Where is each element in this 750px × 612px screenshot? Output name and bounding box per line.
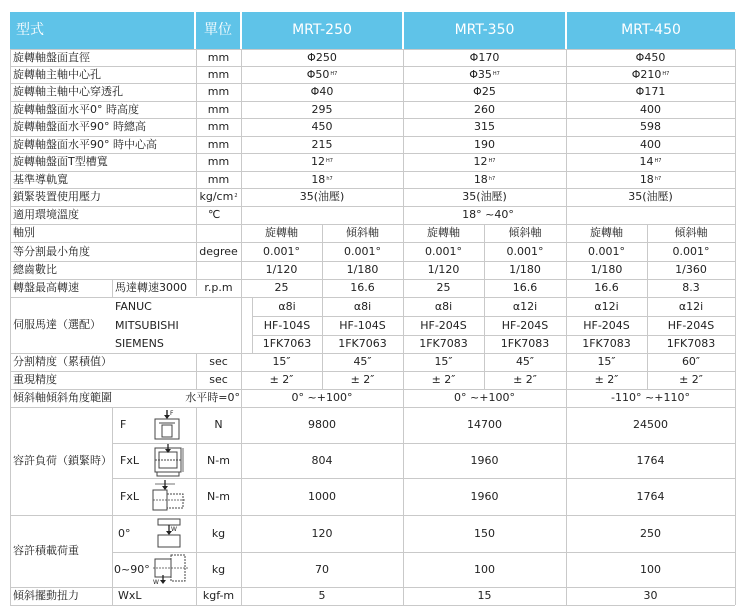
tolerance-sup: H7 — [488, 158, 496, 165]
unit-cell: sec — [209, 355, 228, 369]
value-cell: 0.001° — [263, 244, 300, 258]
value-cell: ± 2″ — [594, 373, 619, 387]
diagram-weight-label: W — [153, 579, 159, 586]
value-cell: 1/120 — [427, 263, 460, 277]
value-cell: 45″ — [515, 355, 535, 369]
value-cell: 120 — [311, 526, 333, 540]
row-label-clamp-pressure: 鎖緊裝置使用壓力 — [13, 190, 101, 204]
servo-cell: α8i — [434, 299, 453, 313]
value-cell: 25 — [274, 281, 289, 295]
unit-cell: N — [214, 418, 223, 432]
value-cell: Φ450 — [635, 50, 666, 64]
value-cell: Φ35 H7 — [469, 67, 500, 81]
value-cell: 0° ~+100° — [291, 391, 353, 405]
unit-cell: kgf-m — [202, 589, 235, 603]
value-cell: ± 2″ — [513, 373, 537, 387]
value-cell: ± 2″ — [350, 373, 375, 387]
load-f-diagram-icon — [147, 409, 187, 441]
unit-cell: mm — [207, 102, 230, 116]
row-label-total-height: 旋轉軸盤面水平90° 時總高 — [13, 120, 146, 134]
value-cell: 18 h7 — [639, 172, 662, 186]
unit-cell: kg — [211, 526, 226, 540]
value-cell: 1/360 — [675, 263, 707, 277]
value-cell: ± 2″ — [679, 373, 703, 387]
value-cell: 315 — [474, 120, 495, 134]
value-cell: 70 — [315, 562, 329, 576]
unit-cell: kg/cm 2 — [199, 190, 238, 204]
row-label-tilt-range: 傾斜軸傾斜角度範圍 — [13, 391, 112, 405]
row-sublabel-motor-speed: 馬達轉速3000 — [115, 281, 187, 295]
value-cell: 150 — [474, 526, 495, 540]
value-cell: 16.6 — [350, 281, 375, 295]
unit-header-cell: 單位 — [196, 12, 240, 49]
servo-brand-fanuc: FANUC — [115, 299, 152, 313]
unit-cell: mm — [207, 67, 230, 81]
value-cell: 12 H7 — [311, 155, 333, 169]
servo-cell: 1FK7083 — [500, 337, 550, 351]
unit-cell: mm — [207, 120, 230, 134]
servo-cell: α12i — [678, 299, 704, 313]
axis-cell: 旋轉軸 — [265, 226, 298, 240]
diagram-weight-label: W — [171, 526, 177, 533]
value-cell: 1764 — [636, 453, 665, 467]
value-cell: 295 — [311, 102, 333, 116]
value-cell: 1960 — [470, 453, 499, 467]
unit-cell: mm — [207, 155, 230, 169]
servo-cell: HF-204S — [667, 318, 715, 332]
servo-cell: α8i — [278, 299, 296, 313]
value-cell: 18 h7 — [311, 172, 333, 186]
unit-cell: mm — [207, 85, 230, 99]
value-cell: 16.6 — [594, 281, 619, 295]
weight-0-diagram-icon — [150, 517, 190, 550]
value-cell: Φ40 — [310, 85, 334, 99]
value-cell: 14700 — [467, 418, 502, 432]
model-header-1: MRT-250 — [242, 12, 402, 49]
value-cell: 15″ — [597, 355, 616, 369]
unit-cell: r.p.m — [204, 281, 233, 295]
row-label-table-diameter: 旋轉軸盤面直徑 — [13, 50, 90, 64]
value-cell: 250 — [640, 526, 661, 540]
value-cell: 14 H7 — [639, 155, 662, 169]
load-item-label: F — [120, 418, 127, 432]
value-cell: 0.001° — [344, 244, 381, 258]
row-label-min-index: 等分割最小角度 — [13, 244, 90, 258]
row-label-spindle-through-hole: 旋轉軸主軸中心穿透孔 — [13, 85, 123, 99]
value-cell: 45″ — [353, 355, 372, 369]
row-label-repeatability: 重現精度 — [13, 373, 57, 387]
load-fxl-vertical-diagram-icon — [149, 444, 189, 477]
value-cell: 9800 — [308, 418, 336, 432]
axis-cell: 傾斜軸 — [346, 226, 379, 240]
tolerance-sup: H7 — [326, 158, 333, 165]
value-cell: 1/120 — [265, 263, 298, 277]
row-label-table-height: 旋轉軸盤面水平0° 時高度 — [13, 102, 139, 116]
value-cell: 260 — [474, 102, 495, 116]
unit-cell: sec — [209, 373, 228, 387]
value-cell: 1/180 — [509, 263, 541, 277]
row-label-allowable-load: 容許負荷（鎖緊時） — [13, 454, 112, 468]
unit-cell: degree — [199, 244, 238, 258]
value-cell: 30 — [643, 589, 658, 603]
value-cell: 1/180 — [590, 263, 623, 277]
unit-cell: mm — [207, 50, 230, 64]
row-label-servo: 伺服馬達（選配） — [13, 318, 101, 332]
value-cell: 1960 — [470, 489, 499, 503]
value-cell: 16.6 — [512, 281, 538, 295]
servo-cell: HF-204S — [501, 318, 549, 332]
axis-cell: 傾斜軸 — [508, 226, 542, 240]
servo-cell: HF-104S — [263, 318, 311, 332]
row-label-spindle-center-hole: 旋轉軸主軸中心孔 — [13, 67, 101, 81]
value-cell: Φ50 H7 — [306, 67, 338, 81]
tolerance-sup: H7 — [492, 70, 500, 77]
row-label-t-slot: 旋轉軸盤面T型槽寬 — [13, 155, 108, 169]
value-cell: 1764 — [636, 489, 665, 503]
value-cell: 0° ~+100° — [454, 391, 515, 405]
value-cell: 18 h7 — [473, 172, 496, 186]
value-cell: 190 — [474, 137, 495, 151]
servo-cell: α8i — [353, 299, 372, 313]
axis-cell: 傾斜軸 — [674, 226, 708, 240]
value-cell: Φ250 — [307, 50, 337, 64]
tolerance-sup: H7 — [662, 70, 670, 77]
row-label-allowable-weight: 容許積載荷重 — [13, 544, 79, 558]
row-label-tilt-torque: 傾斜擺動扭力 — [13, 589, 79, 603]
load-fxl-horizontal-diagram-icon — [149, 480, 189, 513]
value-cell: 25 — [436, 281, 451, 295]
row-label-indexing-accuracy: 分割精度（累積值） — [13, 355, 112, 369]
value-cell: 100 — [640, 562, 661, 576]
model-header-2: MRT-350 — [404, 12, 565, 49]
weight-item-label: 0~90° — [114, 562, 150, 576]
value-cell: 15″ — [434, 355, 453, 369]
servo-cell: 1FK7083 — [582, 337, 631, 351]
tolerance-sup: h7 — [488, 175, 496, 182]
value-cell: ± 2″ — [431, 373, 456, 387]
servo-cell: 1FK7083 — [419, 337, 468, 351]
value-cell: -110° ~+110° — [611, 391, 690, 405]
servo-cell: HF-204S — [583, 318, 630, 332]
value-cell: 15 — [477, 589, 492, 603]
load-item-label: FxL — [120, 489, 139, 503]
servo-cell: 1FK7083 — [666, 337, 716, 351]
axis-cell: 旋轉軸 — [590, 226, 623, 240]
servo-cell: 1FK7063 — [338, 337, 387, 351]
value-cell: 1000 — [308, 489, 336, 503]
row-label-axis: 軸別 — [13, 226, 35, 240]
value-cell: 215 — [311, 137, 333, 151]
value-cell: ± 2″ — [269, 373, 294, 387]
spec-header-cell: 型式 — [10, 12, 194, 49]
value-cell: 100 — [474, 562, 495, 576]
servo-cell: α12i — [594, 299, 619, 313]
value-cell: 35(油壓) — [462, 190, 507, 204]
value-cell: 400 — [640, 137, 661, 151]
axis-cell: 旋轉軸 — [427, 226, 460, 240]
servo-cell: α12i — [512, 299, 538, 313]
diagram-force-label: F — [170, 410, 174, 417]
value-cell: 400 — [640, 102, 661, 116]
row-sublabel-wxl: WxL — [118, 589, 142, 603]
servo-cell: HF-104S — [339, 318, 386, 332]
value-cell: 804 — [311, 453, 333, 467]
value-cell: 0.001° — [672, 244, 710, 258]
model-header-3: MRT-450 — [567, 12, 735, 49]
value-cell: Φ171 — [635, 85, 666, 99]
value-cell: 1/180 — [346, 263, 379, 277]
unit-sup: 2 — [234, 193, 238, 200]
servo-cell: HF-204S — [420, 318, 467, 332]
value-cell: Φ210 H7 — [631, 67, 670, 81]
row-label-gear-ratio: 總齒數比 — [13, 263, 57, 277]
unit-cell: 水平時=0° — [185, 391, 240, 405]
value-cell: 12 H7 — [473, 155, 496, 169]
load-item-label: FxL — [120, 453, 139, 467]
unit-cell: ℃ — [208, 208, 221, 222]
value-cell: 450 — [311, 120, 333, 134]
value-cell: 15″ — [272, 355, 291, 369]
servo-cell: 1FK7063 — [262, 337, 312, 351]
value-cell: 24500 — [633, 418, 668, 432]
value-cell: 35(油壓) — [628, 190, 673, 204]
value-cell: 5 — [318, 589, 326, 603]
unit-cell: mm — [207, 137, 230, 151]
tolerance-sup: H7 — [654, 158, 662, 165]
servo-brand-siemens: SIEMENS — [115, 337, 164, 351]
value-cell: 598 — [640, 120, 661, 134]
tolerance-sup: h7 — [326, 175, 333, 182]
weight-0-90-diagram-icon — [151, 553, 191, 586]
value-cell: 60″ — [681, 355, 701, 369]
tolerance-sup: H7 — [330, 70, 338, 77]
value-cell: 0.001° — [588, 244, 625, 258]
value-cell: 0.001° — [506, 244, 544, 258]
row-label-max-speed: 轉盤最高轉速 — [13, 281, 79, 295]
value-cell: Φ25 — [473, 85, 496, 99]
row-label-center-height: 旋轉軸盤面水平90° 時中心高 — [13, 137, 157, 151]
value-cell: Φ170 — [469, 50, 500, 64]
value-cell: 0.001° — [425, 244, 462, 258]
value-cell: 8.3 — [682, 281, 700, 295]
value-cell: 18° ~40° — [462, 208, 514, 222]
row-label-guide-key: 基準導軌寬 — [13, 172, 68, 186]
unit-cell: kg — [211, 562, 226, 576]
servo-brand-mitsubishi: MITSUBISHI — [115, 318, 179, 332]
weight-item-label: 0° — [118, 526, 131, 540]
row-label-ambient-temp: 適用環境溫度 — [13, 208, 79, 222]
tolerance-sup: h7 — [654, 175, 662, 182]
unit-cell: mm — [207, 172, 230, 186]
value-cell: 35(油壓) — [299, 190, 345, 204]
unit-cell: N-m — [207, 453, 230, 467]
unit-cell: N-m — [207, 489, 230, 503]
